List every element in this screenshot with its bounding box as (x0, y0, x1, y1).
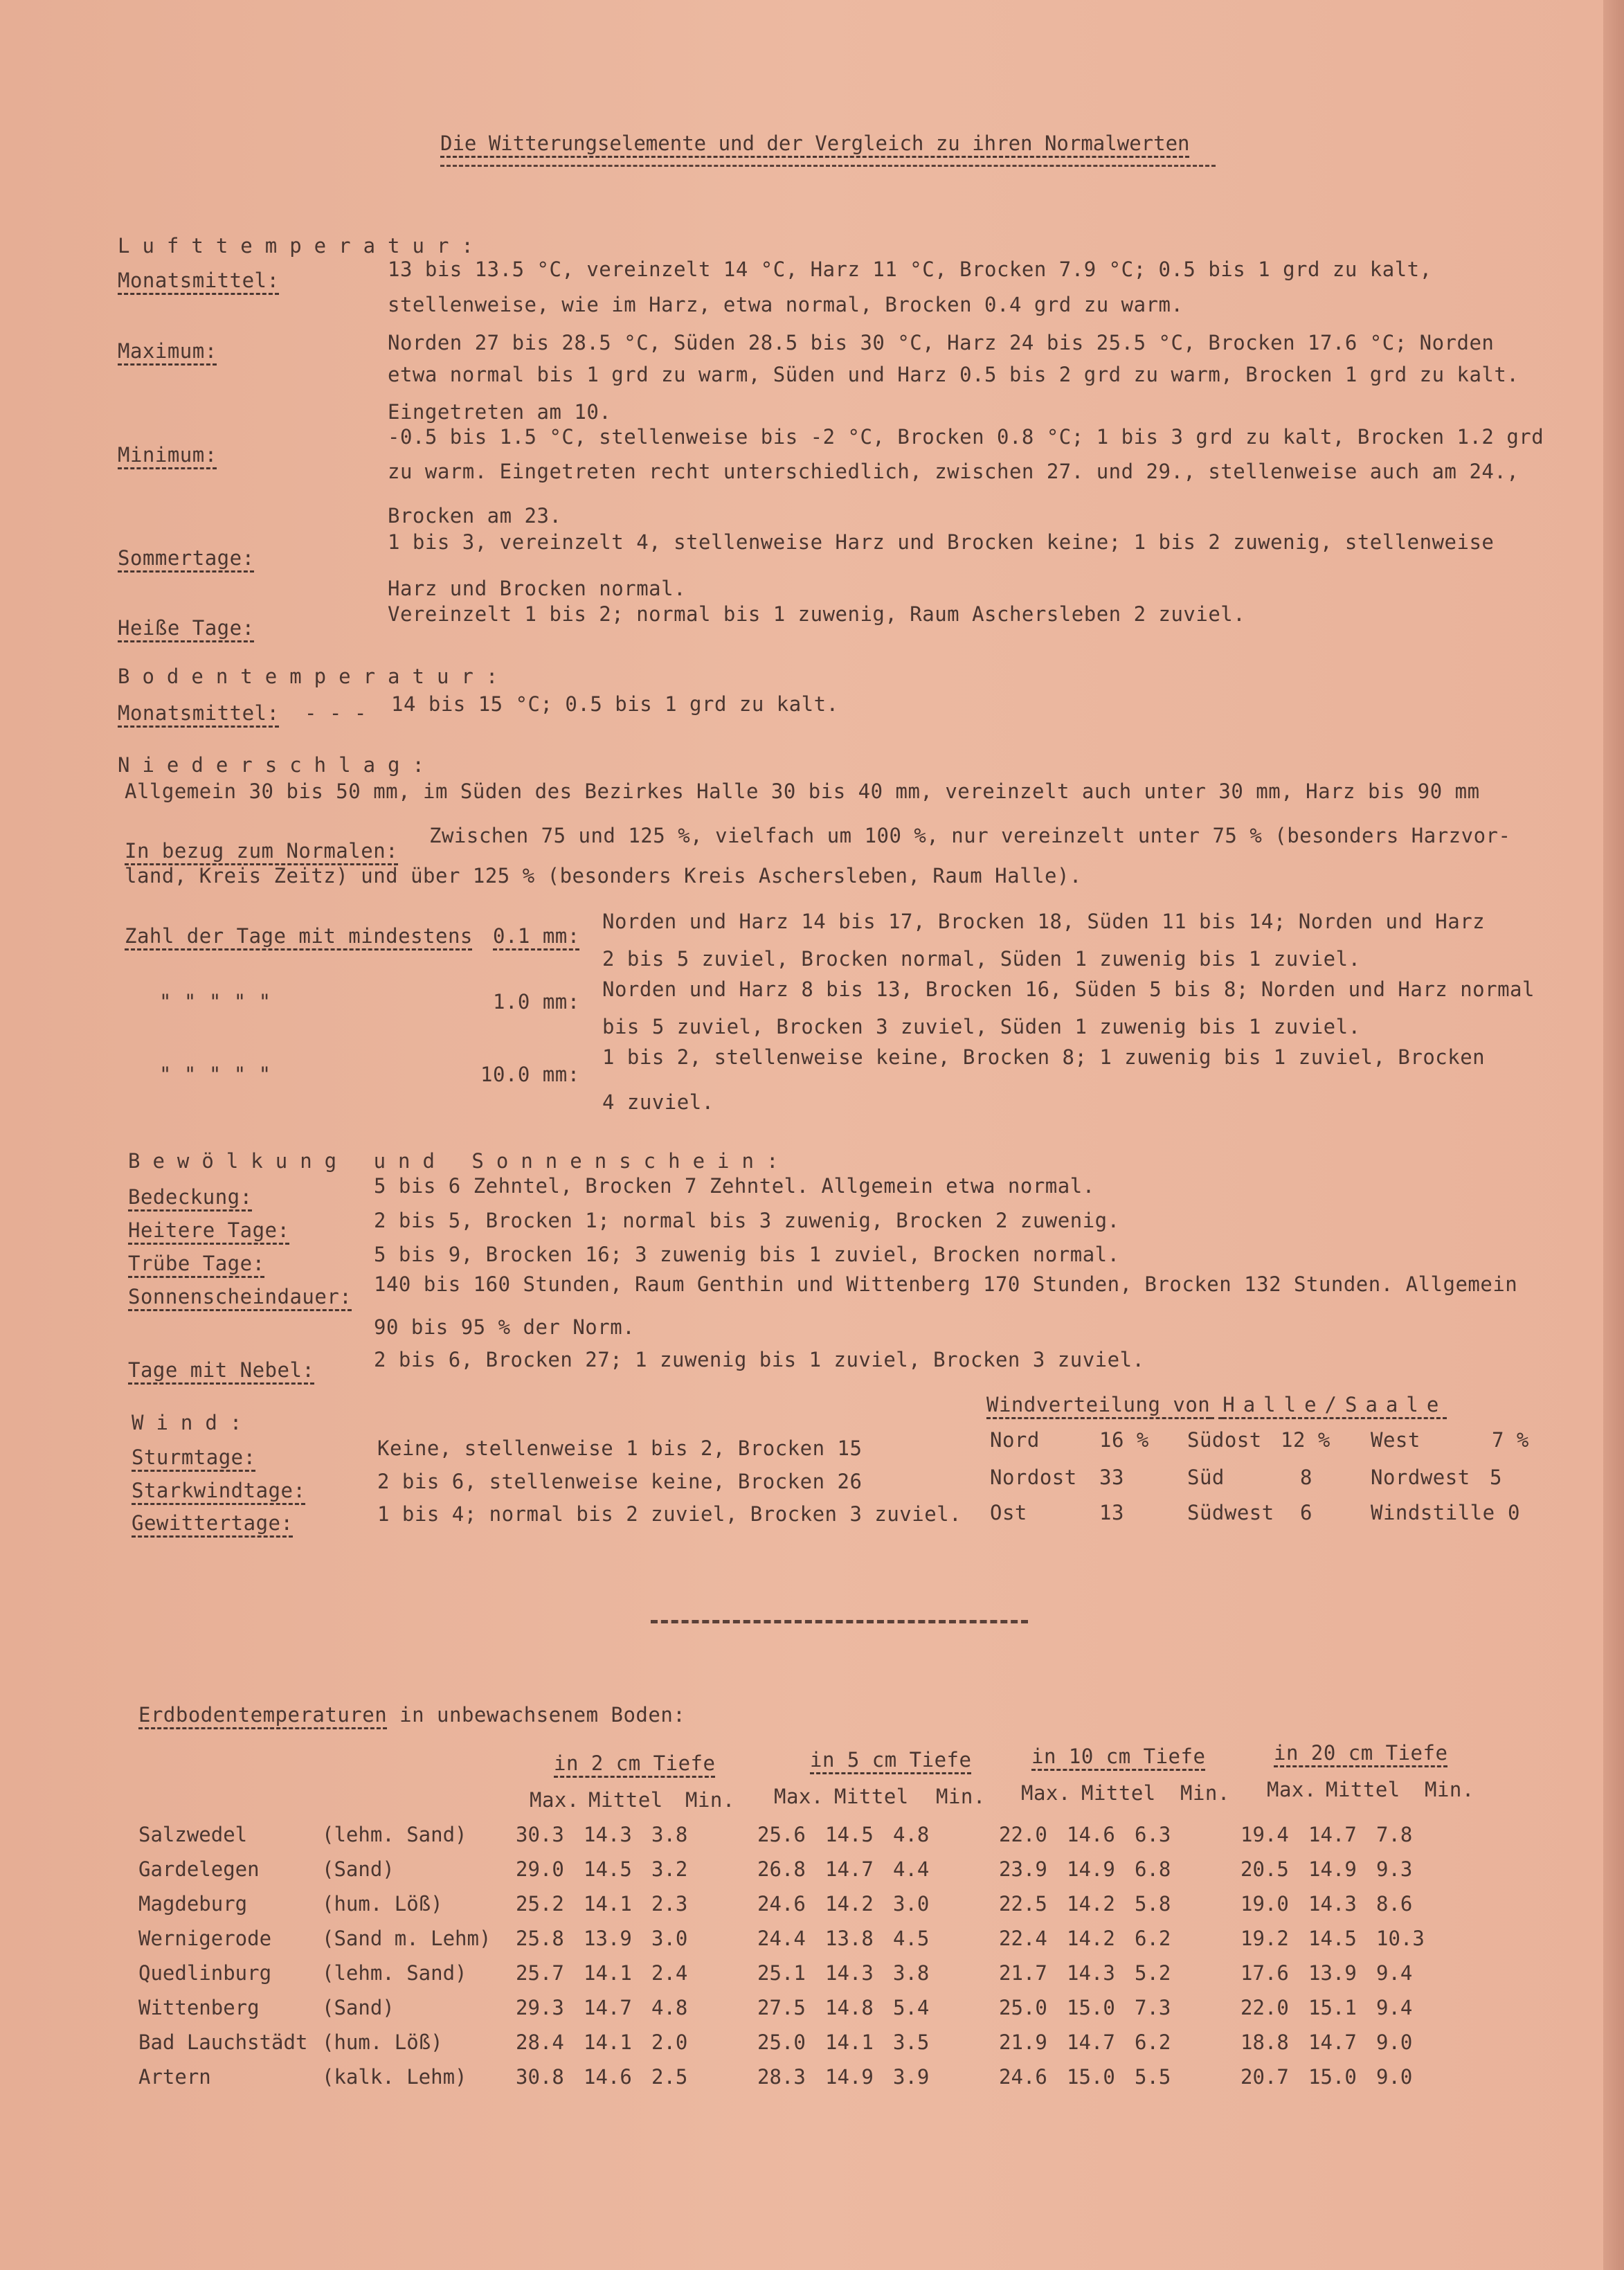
heitere-tage-value: 2 bis 5, Brocken 1; normal bis 3 zuwenig, Brocken 2 zuwenig. (374, 1209, 1120, 1232)
station-name: Bad Lauchstädt (138, 2030, 308, 2054)
table-row (138, 2025, 1444, 2060)
soil-type: (lehm. Sand) (322, 1961, 467, 1985)
soil-table-title (138, 1703, 685, 1727)
temperature-cell: 25.8 (516, 1927, 564, 1950)
soil-type: (lehm. Sand) (322, 1823, 467, 1846)
windverteilung-title-a: Windverteilung von (986, 1393, 1211, 1416)
page-title: Die Witterungselemente und der Vergleich zu ihren Normalwerten (440, 132, 1190, 155)
temperature-cell: 14.9 (825, 2065, 874, 2089)
temperature-cell: 13.9 (584, 1927, 632, 1950)
sub-header-mittel: Mittel (834, 1785, 909, 1808)
ditto-marks-2: " " " " " (159, 1063, 271, 1086)
monatsmittel-line-2: stellenweise, wie im Harz, etwa normal, Brocken 0.4 grd zu warm. (388, 293, 1184, 316)
temperature-cell: 14.5 (825, 1823, 874, 1846)
column-gap (719, 1956, 757, 1990)
temperature-cell: 6.8 (1135, 1857, 1171, 1881)
sub-header-mittel: Mittel (1326, 1778, 1400, 1801)
temperature-cell: 22.0 (1240, 1996, 1289, 2019)
temperature-cell: 14.2 (1067, 1927, 1115, 1950)
temperature-cell: 14.5 (584, 1857, 632, 1881)
label-starkwindtage: Starkwindtage: (132, 1479, 306, 1502)
temperature-cell: 2.3 (651, 1892, 688, 1916)
temperature-cell: 14.3 (584, 1823, 632, 1846)
label-gewittertage: Gewittertage: (132, 1511, 294, 1535)
temperature-cell: 24.6 (999, 2065, 1047, 2089)
temperature-cell: 15.0 (1067, 2065, 1115, 2089)
station-name: Magdeburg (138, 1892, 248, 1916)
temperature-cell: 28.4 (516, 2030, 564, 2054)
column-gap (1202, 1956, 1240, 1990)
sub-header-min: Min. (685, 1788, 735, 1812)
station-name: Wernigerode (138, 1927, 272, 1950)
temperature-cell: 5.8 (1135, 1892, 1171, 1916)
temperature-cell: 25.0 (999, 1996, 1047, 2019)
table-row (138, 1852, 1444, 1886)
temperature-cell: 7.3 (1135, 1996, 1171, 2019)
temperature-cell: 25.6 (757, 1823, 806, 1846)
temperature-cell: 14.6 (584, 2065, 632, 2089)
soil-type: (hum. Löß) (322, 2030, 443, 2054)
label-minimum: Minimum: (118, 443, 217, 467)
table-row (138, 1956, 1444, 1990)
temperature-cell: 8.6 (1376, 1892, 1413, 1916)
minimum-line-3: Brocken am 23. (388, 504, 562, 528)
temperature-cell: 25.7 (516, 1961, 564, 1985)
sub-header-min: Min. (1425, 1778, 1474, 1801)
tage-1-0-line-2: bis 5 zuviel, Brocken 3 zuviel, Süden 1 zuwenig bis 1 zuviel. (602, 1015, 1361, 1038)
wind-dir-value: 7 % (1492, 1428, 1529, 1452)
temperature-cell: 14.1 (584, 1892, 632, 1916)
sub-header-max: Max. (1267, 1778, 1317, 1801)
temperature-cell: 25.0 (757, 2030, 806, 2054)
temperature-cell: 24.4 (757, 1927, 806, 1950)
soil-type: (hum. Löß) (322, 1892, 443, 1916)
station-name: Quedlinburg (138, 1961, 272, 1985)
label-maximum: Maximum: (118, 339, 217, 363)
temperature-cell: 2.0 (651, 2030, 688, 2054)
label-sturmtage: Sturmtage: (132, 1445, 256, 1469)
temperature-cell: 3.8 (893, 1961, 930, 1985)
tage-0-1-line-2: 2 bis 5 zuviel, Brocken normal, Süden 1 zuwenig bis 1 zuviel. (602, 947, 1361, 971)
temperature-cell: 14.5 (1308, 1927, 1357, 1950)
label-monatsmittel: Monatsmittel: (118, 269, 280, 292)
wind-dir-value: 12 % (1281, 1428, 1330, 1452)
depth-header-10cm: in 10 cm Tiefe (1031, 1745, 1206, 1768)
label-heitere-tage: Heitere Tage: (128, 1218, 290, 1242)
temperature-cell: 3.0 (651, 1927, 688, 1950)
windverteilung-title-b: Halle/Saale (1222, 1393, 1447, 1416)
sonnenscheindauer-line-2: 90 bis 95 % der Norm. (374, 1315, 635, 1339)
temperature-cell: 14.3 (825, 1961, 874, 1985)
boden-monatsmittel-value: 14 bis 15 °C; 0.5 bis 1 grd zu kalt. (391, 692, 839, 716)
temperature-cell: 6.3 (1135, 1823, 1171, 1846)
label-boden-monatsmittel: Monatsmittel: (118, 701, 280, 725)
depth-header-5cm: in 5 cm Tiefe (810, 1748, 972, 1772)
tage-0-1-line-1: Norden und Harz 14 bis 17, Brocken 18, Süden 11 bis 14; Norden und Harz (602, 910, 1486, 933)
temperature-cell: 10.3 (1376, 1927, 1425, 1950)
temperature-cell: 14.7 (1308, 1823, 1357, 1846)
minimum-line-2: zu warm. Eingetreten recht unterschiedlich, zwischen 27. und 29., stellenweise auch am 24., (388, 460, 1519, 483)
table-row (138, 1886, 1444, 1921)
wind-dir-name: West (1371, 1428, 1420, 1452)
column-gap (1202, 1990, 1240, 2025)
temperature-cell: 14.7 (1067, 2030, 1115, 2054)
sub-header-max: Max. (1021, 1781, 1071, 1805)
soil-type: (kalk. Lehm) (322, 2065, 467, 2089)
column-gap (719, 1886, 757, 1921)
sub-header-min: Min. (1180, 1781, 1230, 1805)
windverteilung-title (986, 1393, 1447, 1416)
section-niederschlag: Niederschlag: (118, 753, 437, 777)
bezug-line-1: Zwischen 75 und 125 %, vielfach um 100 %, nur vereinzelt unter 75 % (besonders Harzvor- (429, 824, 1511, 847)
temperature-cell: 14.9 (1067, 1857, 1115, 1881)
wind-dir-value: 5 (1490, 1466, 1502, 1489)
temperature-cell: 6.2 (1135, 1927, 1171, 1950)
temperature-cell: 20.5 (1240, 1857, 1289, 1881)
wind-dir-value: 6 (1300, 1501, 1312, 1524)
label-bezug-normalen: In bezug zum Normalen: (125, 839, 399, 863)
soil-table-body (138, 1817, 1444, 2094)
column-gap (961, 2060, 999, 2094)
temperature-cell: 4.8 (893, 1823, 930, 1846)
soil-temperature-table (138, 1817, 1444, 2094)
temperature-cell: 21.7 (999, 1961, 1047, 1985)
depth-header-2cm: in 2 cm Tiefe (554, 1751, 716, 1775)
temperature-cell: 3.5 (893, 2030, 930, 2054)
temperature-cell: 15.0 (1308, 2065, 1357, 2089)
soil-title-a: Erdbodentemperaturen (138, 1703, 388, 1727)
label-sommertage: Sommertage: (118, 546, 255, 570)
sommertage-line-2: Harz und Brocken normal. (388, 577, 687, 600)
temperature-cell: 14.6 (1067, 1823, 1115, 1846)
wind-dir-name: Ost (990, 1501, 1027, 1524)
column-gap (1202, 1852, 1240, 1886)
title-underline (440, 165, 1216, 167)
soil-type: (Sand) (322, 1996, 395, 2019)
wind-dir-name: Nordost (990, 1466, 1077, 1489)
bezug-line-2: land, Kreis Zeitz) und über 125 % (besonders Kreis Aschersleben, Raum Halle). (125, 864, 1082, 888)
tage-10-0-line-1: 1 bis 2, stellenweise keine, Brocken 8; 1 zuwenig bis 1 zuviel, Brocken (602, 1045, 1486, 1069)
temperature-cell: 4.8 (651, 1996, 688, 2019)
section-separator (651, 1620, 1028, 1623)
station-name: Artern (138, 2065, 211, 2089)
temperature-cell: 25.2 (516, 1892, 564, 1916)
temperature-cell: 14.8 (825, 1996, 874, 2019)
ditto-marks-1: " " " " " (159, 990, 271, 1014)
table-row (138, 1921, 1444, 1956)
sub-header-max: Max. (530, 1788, 579, 1812)
temperature-cell: 14.1 (584, 2030, 632, 2054)
label-tage-mit-nebel: Tage mit Nebel: (128, 1358, 315, 1382)
sub-header-max: Max. (774, 1785, 824, 1808)
bedeckung-value: 5 bis 6 Zehntel, Brocken 7 Zehntel. Allgemein etwa normal. (374, 1174, 1095, 1198)
temperature-cell: 19.2 (1240, 1927, 1289, 1950)
temperature-cell: 4.5 (893, 1927, 930, 1950)
temperature-cell: 9.4 (1376, 1961, 1413, 1985)
temperature-cell: 30.8 (516, 2065, 564, 2089)
sub-header-mittel: Mittel (588, 1788, 663, 1812)
page-edge (1603, 0, 1624, 2270)
temperature-cell: 19.4 (1240, 1823, 1289, 1846)
temperature-cell: 2.5 (651, 2065, 688, 2089)
niederschlag-allgemein: Allgemein 30 bis 50 mm, im Süden des Bezirkes Halle 30 bis 40 mm, vereinzelt auch unter 30 mm, Harz bis 90 mm (125, 780, 1480, 803)
temperature-cell: 28.3 (757, 2065, 806, 2089)
maximum-line-1: Norden 27 bis 28.5 °C, Süden 28.5 bis 30 °C, Harz 24 bis 25.5 °C, Brocken 17.6 °C; Norden (388, 331, 1495, 354)
temperature-cell: 29.0 (516, 1857, 564, 1881)
temperature-cell: 3.8 (651, 1823, 688, 1846)
depth-header-20cm: in 20 cm Tiefe (1274, 1741, 1448, 1765)
temperature-cell: 26.8 (757, 1857, 806, 1881)
temperature-cell: 9.4 (1376, 1996, 1413, 2019)
sub-header-min: Min. (936, 1785, 986, 1808)
wind-dir-value: 0 (1508, 1501, 1520, 1524)
gewittertage-value: 1 bis 4; normal bis 2 zuviel, Brocken 3 zuviel. (377, 1502, 962, 1526)
temperature-cell: 13.8 (825, 1927, 874, 1950)
temperature-cell: 17.6 (1240, 1961, 1289, 1985)
nebel-value: 2 bis 6, Brocken 27; 1 zuwenig bis 1 zuviel, Brocken 3 zuviel. (374, 1348, 1145, 1371)
temperature-cell: 9.0 (1376, 2030, 1413, 2054)
temperature-cell: 15.0 (1067, 1996, 1115, 2019)
column-gap (1202, 2025, 1240, 2060)
section-lufttemperatur: Lufttemperatur: (118, 234, 486, 258)
temperature-cell: 14.2 (1067, 1892, 1115, 1916)
truebe-tage-value: 5 bis 9, Brocken 16; 3 zuwenig bis 1 zuviel, Brocken normal. (374, 1243, 1120, 1266)
temperature-cell: 5.5 (1135, 2065, 1171, 2089)
maximum-line-3: Eingetreten am 10. (388, 400, 612, 424)
starkwindtage-value: 2 bis 6, stellenweise keine, Brocken 26 (377, 1470, 863, 1493)
column-gap (1202, 1817, 1240, 1852)
soil-title-b: in unbewachsenem Boden: (399, 1703, 686, 1727)
temperature-cell: 9.0 (1376, 2065, 1413, 2089)
column-gap (719, 1990, 757, 2025)
temperature-cell: 22.5 (999, 1892, 1047, 1916)
wind-dir-name: Nordwest (1371, 1466, 1470, 1489)
column-gap (719, 2060, 757, 2094)
wind-dir-name: Süd (1187, 1466, 1225, 1489)
wind-dir-value: 8 (1300, 1466, 1312, 1489)
temperature-cell: 27.5 (757, 1996, 806, 2019)
temperature-cell: 13.9 (1308, 1961, 1357, 1985)
wind-dir-value: 16 % (1099, 1428, 1149, 1452)
temperature-cell: 19.0 (1240, 1892, 1289, 1916)
maximum-line-2: etwa normal bis 1 grd zu warm, Süden und Harz 0.5 bis 2 grd zu warm, Brocken 1 grd zu kalt. (388, 363, 1519, 386)
wind-dir-name: Nord (990, 1428, 1040, 1452)
temperature-cell: 22.4 (999, 1927, 1047, 1950)
temperature-cell: 14.7 (1308, 2030, 1357, 2054)
wind-dir-value: 33 (1099, 1466, 1124, 1489)
label-truebe-tage: Trübe Tage: (128, 1252, 265, 1275)
wind-dir-value: 13 (1099, 1501, 1124, 1524)
column-gap (961, 1956, 999, 1990)
temperature-cell: 14.1 (825, 2030, 874, 2054)
minimum-line-1: -0.5 bis 1.5 °C, stellenweise bis -2 °C, Brocken 0.8 °C; 1 bis 3 grd zu kalt, Brocken 1.2 grd (388, 425, 1544, 449)
temperature-cell: 3.9 (893, 2065, 930, 2089)
section-wind: Wind: (132, 1411, 255, 1434)
temperature-cell: 25.1 (757, 1961, 806, 1985)
temperature-cell: 3.0 (893, 1892, 930, 1916)
monatsmittel-line-1: 13 bis 13.5 °C, vereinzelt 14 °C, Harz 11 °C, Brocken 7.9 °C; 0.5 bis 1 grd zu kalt, (388, 258, 1432, 281)
temperature-cell: 14.3 (1067, 1961, 1115, 1985)
column-gap (1202, 2060, 1240, 2094)
temperature-cell: 18.8 (1240, 2030, 1289, 2054)
sub-header-mittel: Mittel (1081, 1781, 1156, 1805)
column-gap (961, 1852, 999, 1886)
label-bedeckung: Bedeckung: (128, 1185, 253, 1209)
temperature-cell: 5.4 (893, 1996, 930, 2019)
column-gap (1202, 1921, 1240, 1956)
temperature-cell: 14.9 (1308, 1857, 1357, 1881)
tage-10-0-line-2: 4 zuviel. (602, 1090, 714, 1114)
temperature-cell: 14.1 (584, 1961, 632, 1985)
column-gap (719, 1817, 757, 1852)
tage-1-0-line-1: Norden und Harz 8 bis 13, Brocken 16, Süden 5 bis 8; Norden und Harz normal (602, 978, 1535, 1001)
column-gap (961, 1921, 999, 1956)
temperature-cell: 15.1 (1308, 1996, 1357, 2019)
temperature-cell: 3.2 (651, 1857, 688, 1881)
table-row (138, 1990, 1444, 2025)
temperature-cell: 30.3 (516, 1823, 564, 1846)
temperature-cell: 22.0 (999, 1823, 1047, 1846)
soil-type: (Sand m. Lehm) (322, 1927, 491, 1950)
temperature-cell: 14.7 (825, 1857, 874, 1881)
temperature-cell: 5.2 (1135, 1961, 1171, 1985)
label-heisse-tage: Heiße Tage: (118, 616, 255, 640)
column-gap (961, 2025, 999, 2060)
sturmtage-value: Keine, stellenweise 1 bis 2, Brocken 15 (377, 1436, 863, 1460)
heisse-tage-line-1: Vereinzelt 1 bis 2; normal bis 1 zuwenig, Raum Aschersleben 2 zuviel. (388, 602, 1246, 626)
table-row (138, 2060, 1444, 2094)
temperature-cell: 6.2 (1135, 2030, 1171, 2054)
label-0-1-mm: 0.1 mm: (493, 924, 580, 948)
table-row (138, 1817, 1444, 1852)
wind-dir-name: Windstille (1371, 1501, 1495, 1524)
temperature-cell: 21.9 (999, 2030, 1047, 2054)
temperature-cell: 14.3 (1308, 1892, 1357, 1916)
temperature-cell: 29.3 (516, 1996, 564, 2019)
column-gap (1202, 1886, 1240, 1921)
column-gap (961, 1817, 999, 1852)
label-10-0-mm: 10.0 mm: (480, 1063, 580, 1086)
sommertage-line-1: 1 bis 3, vereinzelt 4, stellenweise Harz und Brocken keine; 1 bis 2 zuwenig, stellenweise (388, 530, 1495, 554)
column-gap (961, 1990, 999, 2025)
column-gap (961, 1886, 999, 1921)
label-1-0-mm: 1.0 mm: (493, 990, 580, 1014)
station-name: Wittenberg (138, 1996, 260, 2019)
column-gap (719, 2025, 757, 2060)
wind-dir-name: Südwest (1187, 1501, 1274, 1524)
column-gap (719, 1852, 757, 1886)
label-zahl-der-tage: Zahl der Tage mit mindestens (125, 924, 473, 948)
temperature-cell: 14.7 (584, 1996, 632, 2019)
temperature-cell: 7.8 (1376, 1823, 1413, 1846)
temperature-cell: 24.6 (757, 1892, 806, 1916)
column-gap (719, 1921, 757, 1956)
soil-type: (Sand) (322, 1857, 395, 1881)
temperature-cell: 20.7 (1240, 2065, 1289, 2089)
section-bodentemperatur: Bodentemperatur: (118, 665, 511, 688)
label-sonnenscheindauer: Sonnenscheindauer: (128, 1285, 352, 1308)
temperature-cell: 4.4 (893, 1857, 930, 1881)
temperature-cell: 9.3 (1376, 1857, 1413, 1881)
sonnenscheindauer-line-1: 140 bis 160 Stunden, Raum Genthin und Wittenberg 170 Stunden, Brocken 132 Stunden. Allgemein (374, 1272, 1518, 1296)
temperature-cell: 2.4 (651, 1961, 688, 1985)
temperature-cell: 23.9 (999, 1857, 1047, 1881)
station-name: Gardelegen (138, 1857, 260, 1881)
wind-dir-name: Südost (1187, 1428, 1262, 1452)
section-bewoelkung: Bewölkung und Sonnenschein: (128, 1149, 791, 1173)
temperature-cell: 14.2 (825, 1892, 874, 1916)
station-name: Salzwedel (138, 1823, 248, 1846)
boden-leader-dashes: - - - (305, 701, 367, 725)
